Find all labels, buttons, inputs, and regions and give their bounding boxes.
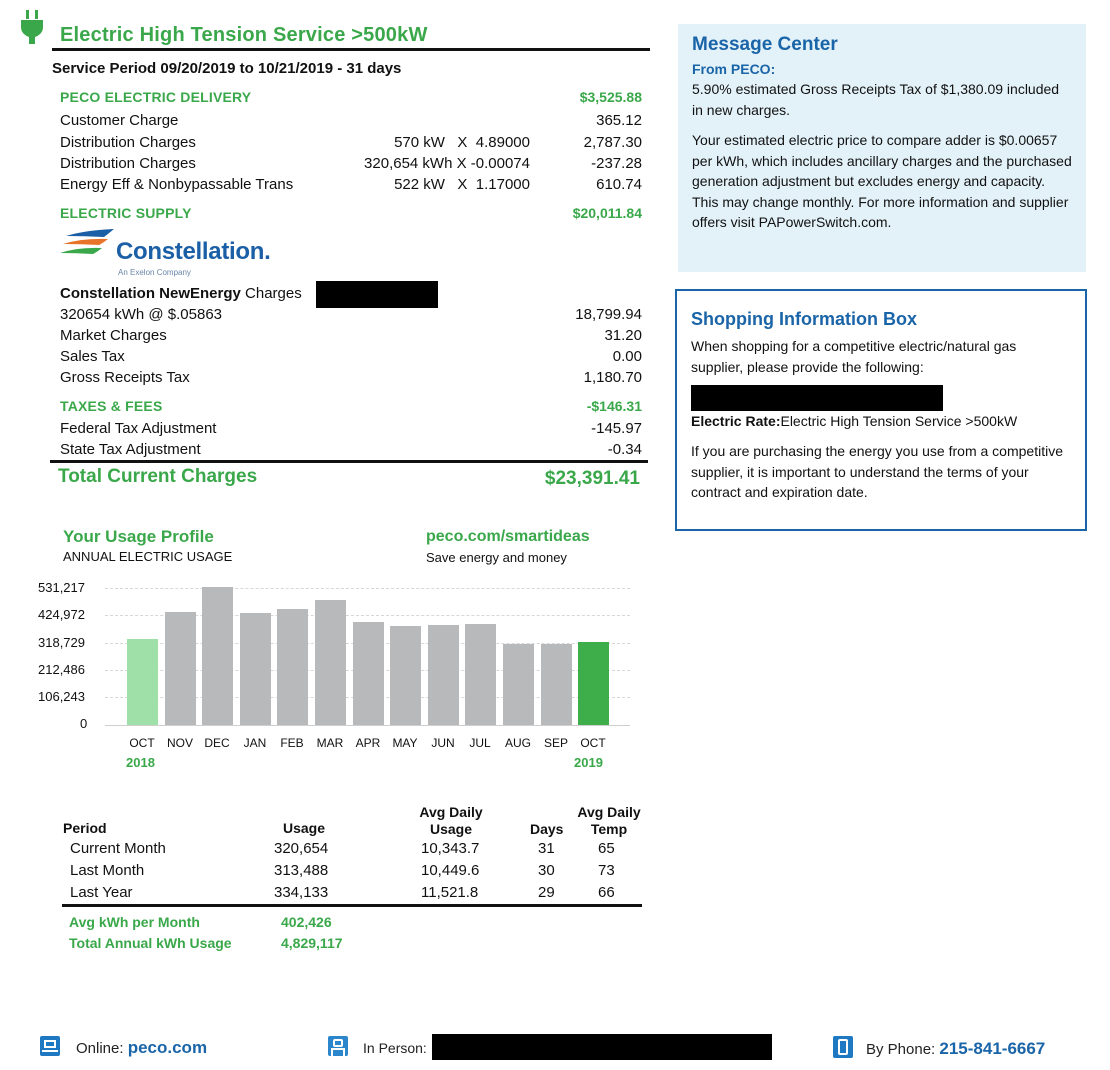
table-cell-temp: 66 — [598, 884, 615, 901]
table-divider — [62, 904, 642, 907]
bar-mar — [315, 600, 346, 725]
charge-row — [60, 346, 642, 367]
x-tick-label: NOV — [166, 736, 193, 750]
shopping-info-box — [675, 289, 1087, 531]
summary-label: Total Annual kWh Usage — [69, 935, 232, 951]
total-label: Total Current Charges — [58, 466, 258, 487]
charge-row — [60, 367, 642, 388]
bar-dec — [202, 587, 233, 725]
charge-row — [60, 304, 642, 325]
rate-label: Electric Rate: — [691, 413, 781, 429]
charge-label: Distribution Charges — [60, 155, 196, 172]
y-tick-label: 212,486 — [38, 662, 85, 677]
table-cell-days: 31 — [538, 840, 555, 857]
table-cell-avg-daily: 10,343.7 — [421, 840, 480, 857]
table-cell-period: Last Month — [70, 862, 145, 879]
charge-row — [60, 110, 642, 131]
y-tick — [0, 662, 90, 677]
section-total: $3,525.88 — [579, 89, 642, 105]
charge-label: Federal Tax Adjustment — [60, 420, 217, 437]
total-amount: $23,391.41 — [544, 468, 640, 489]
constellation-swoosh-icon — [58, 228, 114, 262]
shopping-box-title: Shopping Information Box — [691, 309, 917, 329]
x-tick-label: AUG — [504, 736, 531, 750]
x-tick-label: OCT — [129, 736, 155, 750]
charge-label: State Tax Adjustment — [60, 441, 201, 458]
charge-amount: 2,787.30 — [583, 134, 642, 151]
summary-label: Avg kWh per Month — [69, 914, 200, 930]
bar-sep — [541, 644, 572, 725]
summary-value: 4,829,117 — [281, 935, 343, 951]
charge-quantity: 522 kW X 1.17000 — [394, 176, 530, 193]
section-supply — [60, 203, 642, 224]
y-tick-label: 106,243 — [38, 689, 85, 704]
online-label: Online: — [76, 1040, 128, 1057]
message-paragraph: Your estimated electric price to compare adder is $0.00657 per kWh, which includes ancillary charges and the purchased generation adjustment but excludes energy and capacity. This may change monthly. For more information and supplier offers visit PAPowerSwitch.com. — [692, 132, 1072, 230]
y-tick-label: 531,217 — [38, 580, 85, 595]
section-delivery — [60, 87, 642, 108]
plug-icon — [18, 10, 46, 46]
y-tick — [0, 607, 90, 622]
table-cell-temp: 65 — [598, 840, 615, 857]
x-tick-label: SEP — [543, 736, 568, 750]
phone-label: By Phone: — [866, 1041, 940, 1058]
charge-row — [60, 132, 642, 153]
bar-jun — [428, 625, 459, 725]
bar-apr — [353, 622, 384, 725]
charge-label: 320654 kWh @ $.05863 — [60, 306, 223, 323]
charge-label: Energy Eff & Nonbypassable Trans — [60, 176, 294, 193]
x-tick-label: APR — [355, 736, 381, 750]
person-icon — [328, 1036, 348, 1056]
y-tick-label: 0 — [80, 716, 88, 731]
y-tick-label: 424,972 — [38, 607, 85, 622]
table-cell-days: 29 — [538, 884, 555, 901]
charge-amount: 31.20 — [604, 327, 642, 344]
table-cell-temp: 73 — [598, 862, 615, 879]
y-tick-label: 318,729 — [38, 635, 85, 650]
shopping-note: If you are purchasing the energy you use from a competitive supplier, it is important to understand the terms of your contract and expiration date. — [691, 443, 1063, 500]
x-tick-label: JUL — [469, 736, 491, 750]
phone-number[interactable]: 215-841-6667 — [939, 1039, 1046, 1058]
gridline — [105, 588, 630, 589]
x-axis — [105, 725, 630, 726]
table-cell-avg-daily: 11,521.8 — [421, 884, 479, 901]
charge-amount: 365.12 — [596, 112, 642, 129]
bar-may — [390, 626, 421, 725]
charge-label: Customer Charge — [60, 112, 179, 129]
col-header-period: Period — [63, 820, 107, 836]
x-tick-label: MAR — [316, 736, 344, 750]
charge-amount: 610.74 — [596, 176, 642, 193]
section-label: ELECTRIC SUPPLY — [60, 205, 192, 221]
section-label: TAXES & FEES — [60, 398, 163, 414]
section-total: -$146.31 — [586, 398, 642, 414]
col-header-days: Days — [530, 821, 564, 837]
table-cell-days: 30 — [538, 862, 555, 879]
title-divider — [52, 48, 650, 51]
bar-jan — [240, 613, 271, 725]
bar-jul — [465, 624, 496, 725]
section-taxes — [60, 396, 642, 417]
charge-label: Gross Receipts Tax — [60, 369, 190, 386]
y-tick — [0, 716, 90, 731]
shopping-intro: When shopping for a competitive electric/natural gas supplier, please provide the following: — [691, 338, 1017, 375]
charge-quantity: 570 kW X 4.89000 — [394, 134, 530, 151]
table-cell-avg-daily: 10,449.6 — [421, 862, 480, 879]
bar-nov — [165, 612, 196, 725]
rate-value: Electric High Tension Service >500kW — [780, 413, 1018, 429]
section-total: $20,011.84 — [572, 205, 642, 221]
year-label-end: 2019 — [574, 755, 603, 770]
charge-label: Distribution Charges — [60, 134, 196, 151]
x-tick-label: MAY — [392, 736, 418, 750]
usage-profile-subtitle: ANNUAL ELECTRIC USAGE — [63, 549, 233, 564]
usage-profile-title: Your Usage Profile — [63, 527, 214, 546]
message-paragraph: 5.90% estimated Gross Receipts Tax of $1,380.09 included in new charges. — [692, 81, 1060, 118]
charge-row — [60, 418, 642, 439]
charge-amount: 1,180.70 — [583, 369, 642, 386]
charge-label: Market Charges — [60, 327, 167, 344]
service-period: Service Period 09/20/2019 to 10/21/2019 - 31 days — [52, 60, 402, 77]
supplier-heading-text — [60, 283, 302, 304]
charge-amount: 18,799.94 — [575, 306, 642, 323]
charge-row — [60, 439, 642, 460]
total-divider — [50, 460, 648, 463]
summary-value: 402,426 — [281, 914, 332, 930]
table-cell-usage: 320,654 — [274, 840, 329, 857]
online-contact — [76, 1038, 207, 1058]
charge-amount: -145.97 — [591, 420, 642, 437]
x-tick-label: FEB — [280, 736, 304, 750]
usage-bar-chart — [0, 575, 660, 775]
y-tick — [0, 580, 90, 595]
supplier-name: Constellation NewEnergy — [60, 285, 241, 302]
charge-amount: -237.28 — [591, 155, 642, 172]
laptop-icon — [40, 1036, 60, 1056]
table-cell-usage: 334,133 — [274, 884, 329, 901]
charge-amount: 0.00 — [612, 348, 642, 365]
x-tick-label: OCT — [580, 736, 606, 750]
message-center — [678, 24, 1086, 272]
logo-text: Constellation. — [116, 238, 271, 265]
section-label: PECO ELECTRIC DELIVERY — [60, 89, 252, 105]
col-header-avg-daily-temp — [572, 804, 646, 838]
year-label-start: 2018 — [126, 755, 155, 770]
x-tick-label: JAN — [243, 736, 267, 750]
charge-label: Sales Tax — [60, 348, 125, 365]
logo-tagline: An Exelon Company — [118, 268, 191, 277]
online-link[interactable]: peco.com — [127, 1038, 208, 1057]
bar-feb — [277, 609, 308, 725]
charge-row — [60, 174, 642, 195]
table-cell-period: Current Month — [70, 840, 166, 857]
smartideas-subtitle: Save energy and money — [426, 550, 567, 565]
header-line: Avg Daily — [419, 804, 483, 820]
page-title: Electric High Tension Service >500kW — [60, 24, 428, 46]
smartideas-link[interactable]: peco.com/smartideas — [426, 528, 590, 545]
header-line: Avg Daily — [577, 804, 641, 820]
table-cell-period: Last Year — [70, 884, 133, 901]
bar-oct — [127, 639, 158, 725]
col-header-avg-daily-usage — [405, 804, 497, 838]
x-tick-label: JUN — [431, 736, 455, 750]
header-line: Usage — [429, 821, 473, 837]
in-person-label: In Person: — [363, 1040, 427, 1056]
electric-rate — [691, 413, 1071, 429]
header-line: Temp — [590, 821, 628, 837]
charge-quantity: 320,654 kWh X -0.00074 — [364, 155, 530, 172]
message-from: From PECO: — [692, 61, 776, 77]
y-tick — [0, 635, 90, 650]
supplier-heading-rest: Charges — [240, 285, 302, 302]
bar-aug — [503, 644, 534, 725]
charge-amount: -0.34 — [607, 441, 642, 458]
redacted-block — [432, 1034, 772, 1060]
phone-contact — [866, 1039, 1045, 1059]
bar-oct — [578, 642, 609, 725]
y-tick — [0, 689, 90, 704]
message-center-title: Message Center — [692, 34, 838, 55]
constellation-logo — [58, 228, 278, 280]
charge-row — [60, 153, 642, 174]
phone-icon — [833, 1036, 853, 1058]
x-tick-label: DEC — [204, 736, 230, 750]
col-header-usage: Usage — [283, 820, 326, 836]
table-cell-usage: 313,488 — [274, 862, 329, 879]
redacted-block — [691, 385, 943, 411]
charge-row — [60, 325, 642, 346]
